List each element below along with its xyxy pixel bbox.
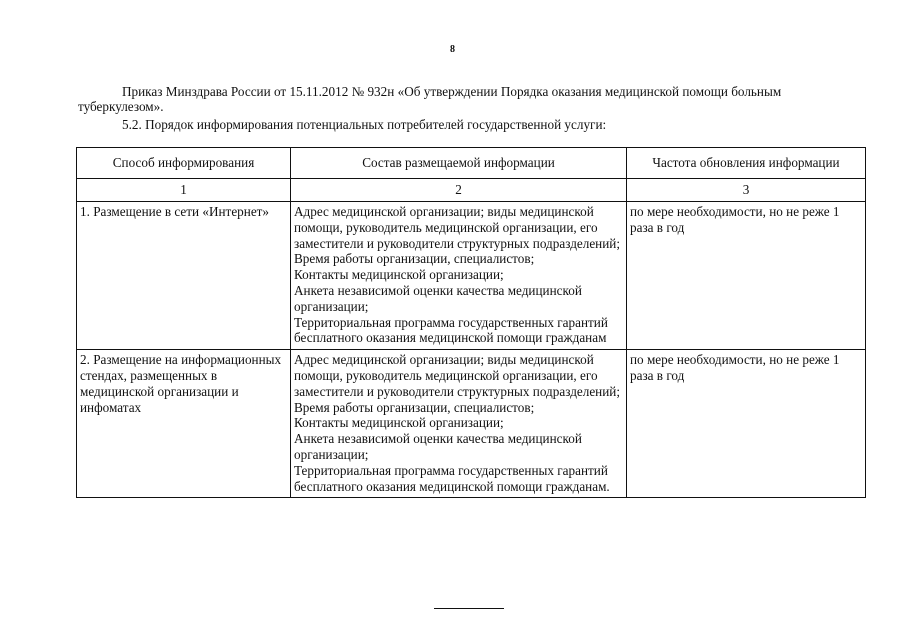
frequency-cell: по мере необходимости, но не реже 1 раза в год (627, 202, 866, 350)
column-number-1: 1 (77, 179, 291, 202)
content-item: Анкета независимой оценки качества медицинской организации; (294, 282, 582, 314)
method-cell: 2. Размещение на информационных стендах, размещенных в медицинской организации и инфоматах (77, 350, 291, 498)
informing-table (76, 147, 866, 498)
content-cell (291, 350, 627, 498)
content-item: Время работы организации, специалистов; (294, 399, 535, 415)
header-frequency: Частота обновления информации (627, 148, 866, 179)
table-header-row (77, 148, 866, 179)
content-item: Территориальная программа государственных гарантий бесплатного оказания медицинской помощи гражданам. (294, 462, 610, 494)
method-cell: 1. Размещение в сети «Интернет» (77, 202, 291, 350)
header-content: Состав размещаемой информации (291, 148, 627, 179)
content-item: Контакты медицинской организации; (294, 415, 504, 431)
frequency-cell: по мере необходимости, но не реже 1 раза в год (627, 350, 866, 498)
column-number-row (77, 179, 866, 202)
content-item: Время работы организации, специалистов; (294, 251, 535, 267)
informing-procedure-heading: 5.2. Порядок информирования потенциальных потребителей государственной услуги: (122, 117, 607, 132)
content-item: Контакты медицинской организации; (294, 267, 504, 283)
content-item: Анкета независимой оценки качества медицинской организации; (294, 431, 582, 462)
header-method: Способ информирования (77, 148, 291, 179)
page-number: 8 (450, 44, 455, 55)
table-row (77, 350, 866, 498)
column-number-2: 2 (291, 179, 627, 202)
order-reference-paragraph: Приказ Минздрава России от 15.11.2012 № 932н «Об утверждении Порядка оказания медицинской помощи больным туберкулезом». (78, 84, 782, 114)
content-item: Адрес медицинской организации; виды медицинской помощи, руководитель медицинской организации, его заместители и руководители структурных подразделений; (294, 352, 621, 399)
footnote-separator (434, 608, 504, 609)
content-cell (291, 202, 627, 350)
content-item: Территориальная программа государственных гарантий бесплатного оказания медицинской помощи гражданам (294, 314, 608, 346)
table-row (77, 202, 866, 350)
content-item: Адрес медицинской организации; виды медицинской помощи, руководитель медицинской организации, его заместители и руководители структурных подразделений; (294, 204, 621, 251)
column-number-3: 3 (627, 179, 866, 202)
